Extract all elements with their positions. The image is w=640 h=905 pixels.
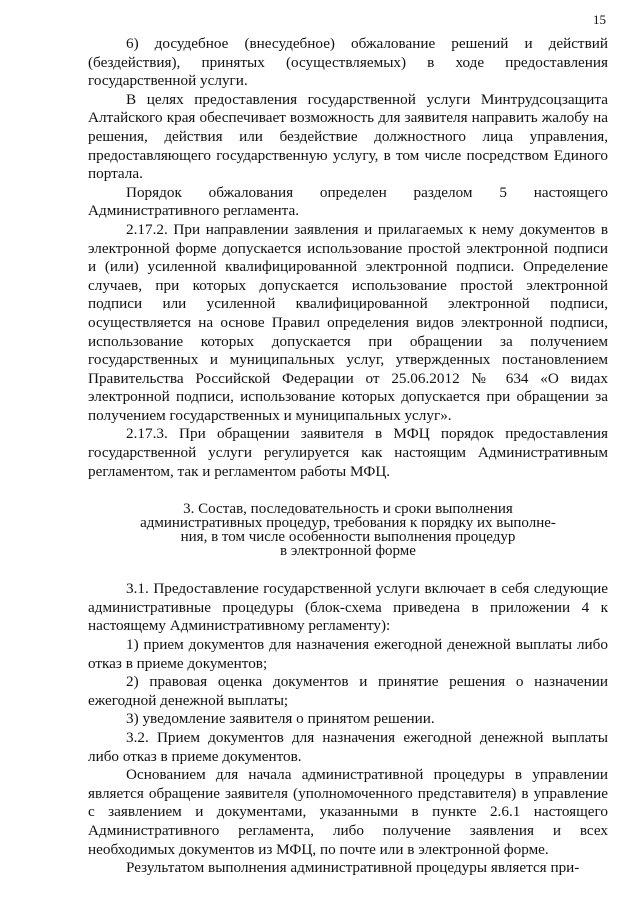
list-item-procedure-1: 1) прием документов для назначения ежегодной денежной выплаты либо отказ в приеме документов; bbox=[88, 636, 608, 672]
paragraph-appeal-procedure: Порядок обжалования определен разделом 5 настоящего Административного регламента. bbox=[88, 183, 608, 220]
document-body bbox=[88, 35, 608, 878]
section-heading-line: административных процедур, требования к порядку их выполне- bbox=[140, 515, 556, 532]
section-heading-line: 3. Состав, последовательность и сроки выполнения bbox=[183, 501, 513, 518]
paragraph-3-2: 3.2. Прием документов для назначения ежегодной денежной выплаты либо отказ в приеме документов. bbox=[88, 729, 608, 765]
paragraph-2-17-2: 2.17.2. При направлении заявления и прилагаемых к нему документов в электронной форме допускается использование простой электронной подписи и (или) усиленной квалифицированной электронной подписи. Определение случаев, при которых допускается использование простой электронной подписи или усиленной квалифицированной электронной подписи, осуществляется на основе Правил определения видов электронной подписи, использование которых допускается при обращении за получением государственных и муниципальных услуг, утвержденных постановлением Правительства Российской Федерации от 25.06.2012 № 634 «О видах электронной подписи, использование которых допускается при обращении за получением государственных и муниципальных услуг». bbox=[88, 220, 608, 424]
list-item-procedure-3: 3) уведомление заявителя о принятом решении. bbox=[126, 710, 435, 728]
paragraph-procedure-result: Результатом выполнения административной процедуры является при- bbox=[126, 859, 580, 877]
section-heading-line: в электронной форме bbox=[280, 543, 416, 560]
page-number: 15 bbox=[593, 12, 606, 27]
paragraph-2-17-3: 2.17.3. При обращении заявителя в МФЦ порядок предоставления государственной услуги регулируется как настоящим Административным регламентом, так и регламентом работы МФЦ. bbox=[88, 425, 608, 480]
paragraph-procedure-basis: Основанием для начала административной процедуры в управлении является обращение заявителя (уполномоченного представителя) в управление с заявлением и документами, указанными в пункте 2.6.1 настоящего Административного регламента, либо получение заявления и всех необходимых документов из МФЦ, по почте или в электронной форме. bbox=[88, 766, 608, 858]
section-3-heading bbox=[88, 502, 608, 558]
section-heading-line: ния, в том числе особенности выполнения процедур bbox=[180, 529, 516, 546]
paragraph-3-1: 3.1. Предоставление государственной услуги включает в себя следующие административные процедуры (блок-схема приведена в приложении 4 к настоящему Административному регламенту): bbox=[88, 580, 608, 635]
paragraph-appeal-item-6: 6) досудебное (внесудебное) обжалование решений и действий (бездействия), принятых (осуществляемых) в ходе предоставления государственной услуги. bbox=[88, 35, 608, 90]
paragraph-complaint-possibility: В целях предоставления государственной услуги Минтрудсоцзащита Алтайского края обеспечивает возможность для заявителя направить жалобу на решения, действия или бездействие должностного лица управления, предоставляющего государственную услугу, в том числе посредством Единого портала. bbox=[88, 90, 608, 183]
list-item-procedure-2: 2) правовая оценка документов и принятие решения о назначении ежегодной денежной выплаты; bbox=[88, 673, 608, 709]
